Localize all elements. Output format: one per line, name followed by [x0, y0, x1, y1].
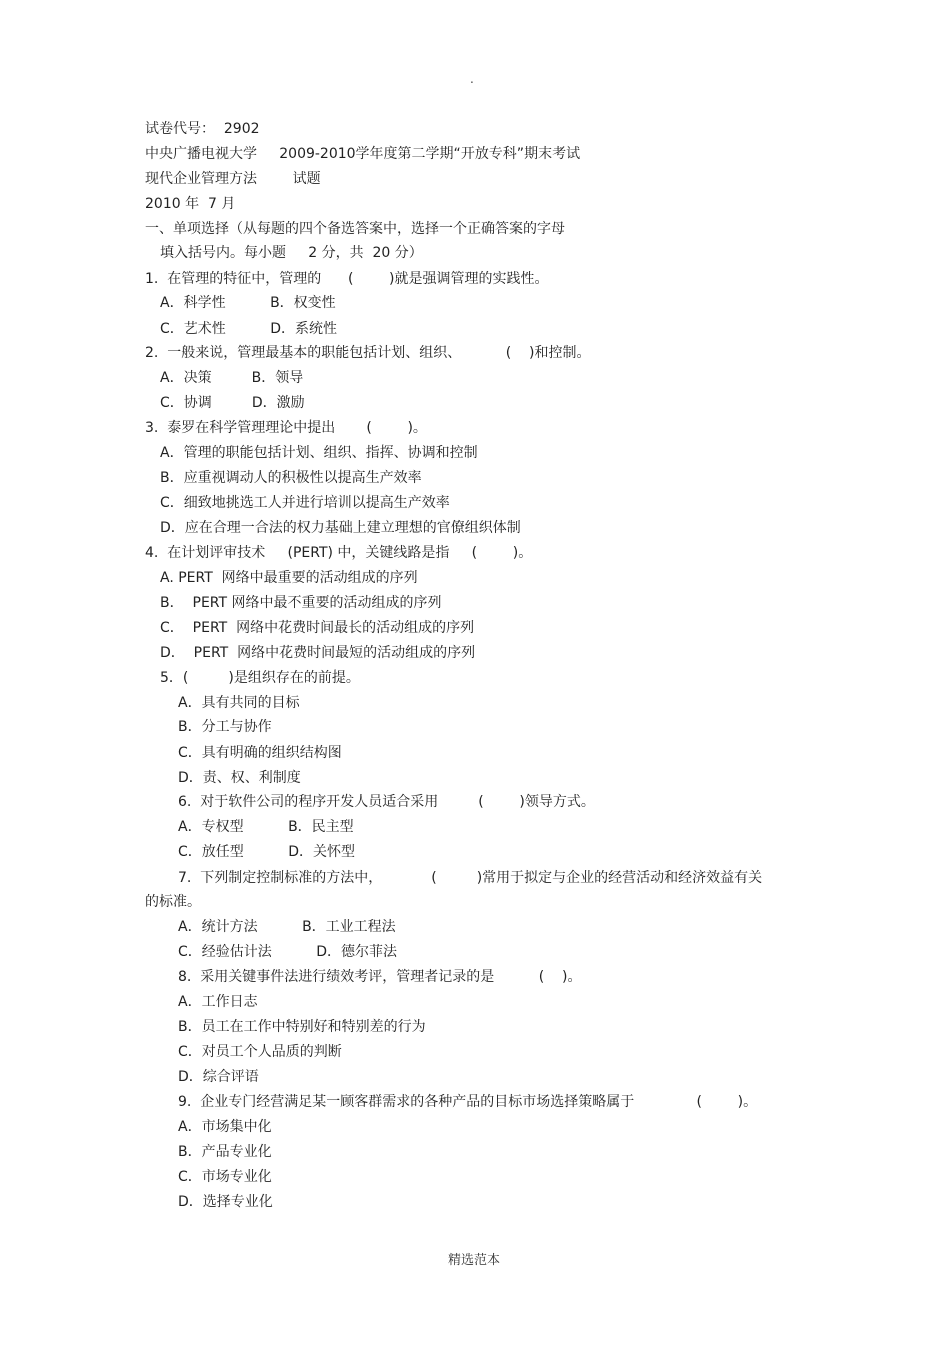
section-title-cont: 填入括号内。每小题 2 分，共 20 分）: [160, 245, 423, 261]
question-8-stem: 8. 采用关键事件法进行绩效考评，管理者记录的是 ( )。: [178, 969, 582, 985]
question-2-option: C．协调 D．激励: [160, 395, 305, 411]
question-7-option: C．经验估计法 D．德尔菲法: [178, 944, 398, 960]
question-1-stem: 1. 在管理的特征中，管理的 ( )就是强调管理的实践性。: [145, 271, 549, 287]
question-3-option: C．细致地挑选工人并进行培训以提高生产效率: [160, 495, 450, 511]
question-5-option: D．责、权、利制度: [178, 770, 301, 786]
footer-text: 精选范本: [448, 1253, 501, 1268]
question-5-option: C．具有明确的组织结构图: [178, 745, 342, 761]
question-8-option: B．员工在工作中特别好和特别差的行为: [178, 1019, 426, 1035]
question-2-option: A．决策 B．领导: [160, 370, 304, 386]
question-9-option: D．选择专业化: [178, 1194, 273, 1210]
question-4-option: A. PERT 网络中最重要的活动组成的序列: [160, 570, 418, 586]
question-6-option: C．放任型 D．关怀型: [178, 844, 356, 860]
question-4-option: B． PERT 网络中最不重要的活动组成的序列: [160, 595, 442, 611]
question-3-option: B．应重视调动人的积极性以提高生产效率: [160, 470, 422, 486]
question-1-option: C．艺术性 D．系统性: [160, 321, 338, 337]
question-9-option: C．市场专业化: [178, 1169, 272, 1185]
question-8-option: A．工作日志: [178, 994, 258, 1010]
question-6-option: A．专权型 B．民主型: [178, 819, 354, 835]
question-5-option: B．分工与协作: [178, 719, 272, 735]
question-3-stem: 3. 泰罗在科学管理理论中提出 ( )。: [145, 420, 427, 436]
exam-university-line: 中央广播电视大学 2009-2010学年度第二学期“开放专科”期末考试: [145, 146, 581, 162]
question-2-stem: 2. 一般来说，管理最基本的职能包括计划、组织、 ( )和控制。: [145, 345, 591, 361]
question-5-option: A．具有共同的目标: [178, 695, 300, 711]
exam-code: 试卷代号： 2902: [145, 121, 260, 137]
question-7-option: A．统计方法 B．工业工程法: [178, 919, 396, 935]
question-9-stem: 9. 企业专门经营满足某一顾客群需求的各种产品的目标市场选择策略属于 ( )。: [178, 1094, 758, 1110]
question-7-stem-cont: 的标准。: [145, 894, 201, 910]
question-4-option: D． PERT 网络中花费时间最短的活动组成的序列: [160, 645, 476, 661]
header-mark: .: [470, 72, 474, 86]
question-8-option: D．综合评语: [178, 1069, 259, 1085]
question-9-option: A．市场集中化: [178, 1119, 272, 1135]
exam-date: 2010 年 7 月: [145, 196, 236, 212]
question-4-option: C． PERT 网络中花费时间最长的活动组成的序列: [160, 620, 475, 636]
question-9-option: B．产品专业化: [178, 1144, 272, 1160]
question-3-option: A．管理的职能包括计划、组织、指挥、协调和控制: [160, 445, 478, 461]
question-5-stem: 5．( )是组织存在的前提。: [160, 670, 360, 686]
question-8-option: C．对员工个人品质的判断: [178, 1044, 342, 1060]
question-1-option: A．科学性 B．权变性: [160, 295, 336, 311]
question-7-stem: 7. 下列制定控制标准的方法中， ( )常用于拟定与企业的经营活动和经济效益有关: [178, 870, 763, 886]
question-4-stem: 4. 在计划评审技术 (PERT) 中，关键线路是指 ( )。: [145, 545, 533, 561]
question-6-stem: 6. 对于软件公司的程序开发人员适合采用 ( )领导方式。: [178, 794, 595, 810]
question-3-option: D．应在合理一合法的权力基础上建立理想的官僚组织体制: [160, 520, 521, 536]
section-title: 一、单项选择（从每题的四个备选答案中，选择一个正确答案的字母: [145, 221, 565, 237]
course-title: 现代企业管理方法 试题: [145, 171, 321, 187]
